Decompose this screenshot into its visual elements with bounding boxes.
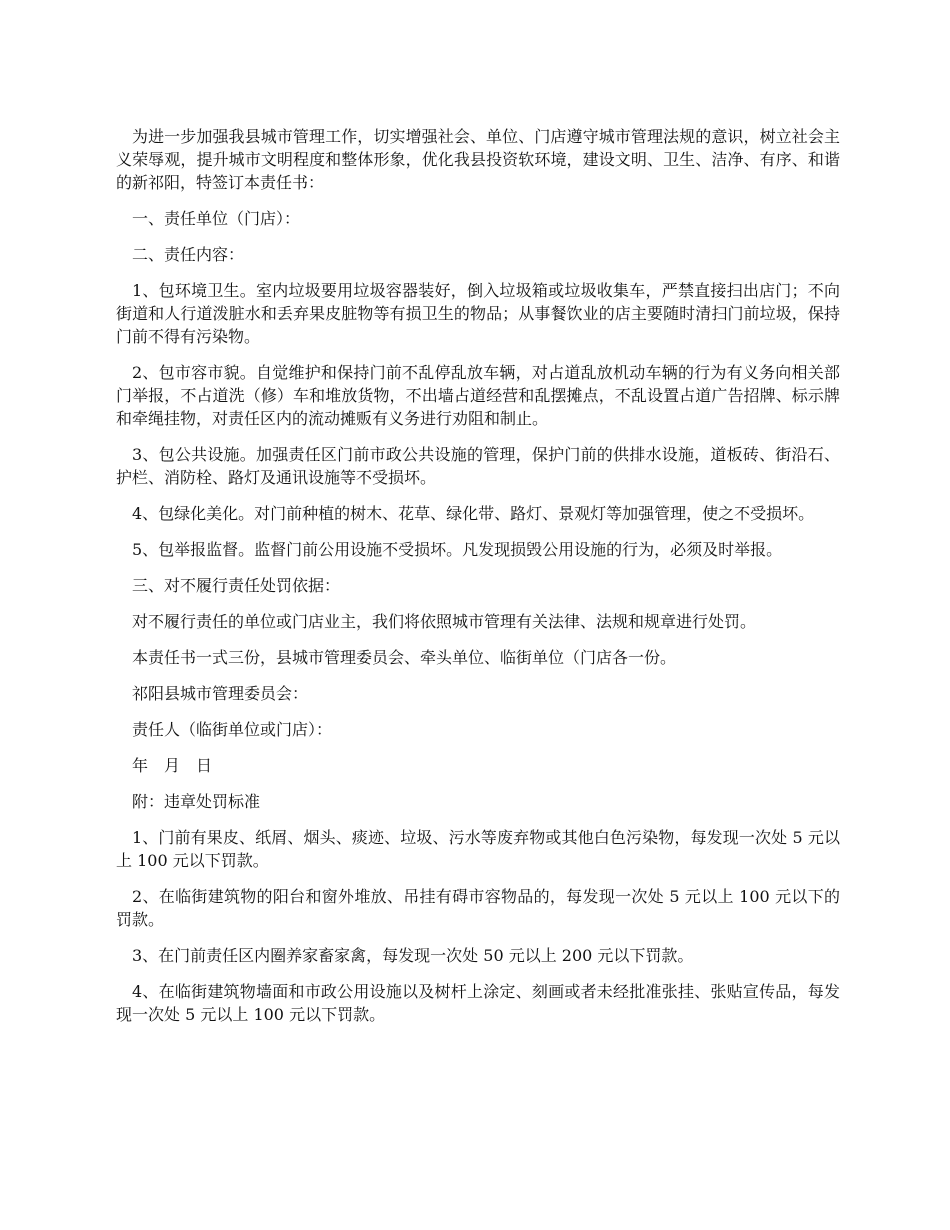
signature-date: 年 月 日 <box>132 756 213 775</box>
appendix-heading: 附：违章处罚标准 <box>132 792 261 811</box>
penalty-basis-paragraph: 对不履行责任的单位或门店业主，我们将依照城市管理有关法律、法规和规章进行处罚。 <box>132 612 757 631</box>
clause-public-facilities: 3、包公共设施。加强责任区门前市政公共设施的管理，保护门前的供排水设施，道板砖、街沿石、护栏、消防栓、路灯及通讯设施等不受损坏。 <box>116 445 840 487</box>
penalty-item-2: 2、在临街建筑物的阳台和窗外堆放、吊挂有碍市容物品的，每发现一次处 5 元以上 100 元以下的罚款。 <box>116 887 840 929</box>
penalty-item-3: 3、在门前责任区内圈养家畜家禽，每发现一次处 50 元以上 200 元以下罚款。 <box>132 946 694 965</box>
section-heading-responsibilities: 二、责任内容： <box>132 245 245 264</box>
clause-city-appearance: 2、包市容市貌。自觉维护和保持门前不乱停乱放车辆，对占道乱放机动车辆的行为有义务向相关部门举报，不占道洗（修）车和堆放货物，不出墙占道经营和乱摆摊点，不乱设置占道广告招牌、标示牌和牵绳挂物，对责任区内的流动摊贩有义务进行劝阻和制止。 <box>116 363 840 428</box>
penalty-item-1: 1、门前有果皮、纸屑、烟头、痰迹、垃圾、污水等废弃物或其他白色污染物，每发现一次处 5 元以上 100 元以下罚款。 <box>116 828 840 870</box>
signature-responsible-person: 责任人（临街单位或门店）： <box>132 720 333 739</box>
signature-committee: 祁阳县城市管理委员会： <box>132 684 309 703</box>
document-body <box>116 125 840 1039</box>
copies-paragraph: 本责任书一式三份，县城市管理委员会、牵头单位、临街单位（门店各一份。 <box>132 648 677 667</box>
clause-reporting: 5、包举报监督。监督门前公用设施不受损坏。凡发现损毁公用设施的行为，必须及时举报。 <box>132 540 783 559</box>
clause-greening: 4、包绿化美化。对门前种植的树木、花草、绿化带、路灯、景观灯等加强管理，使之不受损坏。 <box>132 504 815 523</box>
section-heading-penalty-basis: 三、对不履行责任处罚依据： <box>132 576 341 595</box>
penalty-item-4: 4、在临街建筑物墙面和市政公用设施以及树杆上涂定、刻画或者未经批准张挂、张贴宣传品，每发现一次处 5 元以上 100 元以下罚款。 <box>116 982 840 1024</box>
clause-environmental-sanitation: 1、包环境卫生。室内垃圾要用垃圾容器装好，倒入垃圾箱或垃圾收集车，严禁直接扫出店门；不向街道和人行道泼脏水和丢弃果皮脏物等有损卫生的物品；从事餐饮业的店主要随时清扫门前垃圾，保持门前不得有污染物。 <box>116 281 840 346</box>
section-heading-responsible-unit: 一、责任单位（门店）： <box>132 209 301 228</box>
intro-paragraph: 为进一步加强我县城市管理工作，切实增强社会、单位、门店遵守城市管理法规的意识，树立社会主义荣辱观，提升城市文明程度和整体形象，优化我县投资软环境，建设文明、卫生、洁净、有序、和谐的新祁阳，特签订本责任书： <box>116 127 840 192</box>
